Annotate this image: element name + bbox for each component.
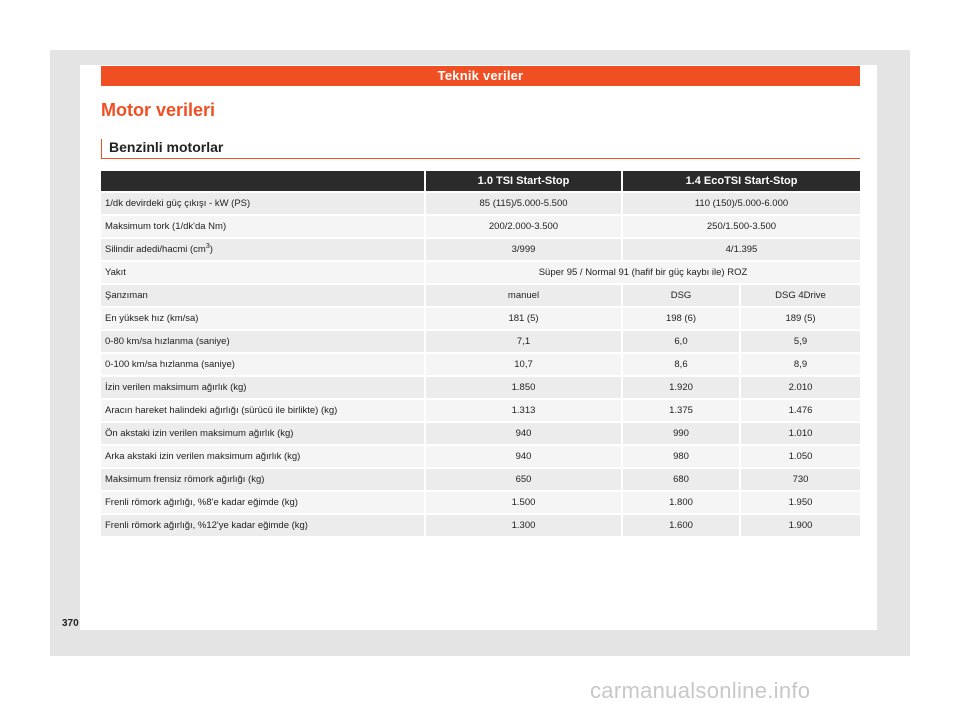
table-row (101, 515, 860, 538)
row-label: 0-80 km/sa hızlanma (saniye) (101, 331, 426, 354)
table-row (101, 377, 860, 400)
cell-value: manuel (426, 285, 623, 308)
cell-value: 10,7 (426, 354, 623, 377)
cell-value: DSG 4Drive (741, 285, 860, 308)
table-row (101, 193, 860, 216)
row-label: İzin verilen maksimum ağırlık (kg) (101, 377, 426, 400)
cell-value: DSG (623, 285, 741, 308)
row-label: Maksimum tork (1/dk'da Nm) (101, 216, 426, 239)
row-label: Şanzıman (101, 285, 426, 308)
cell-value: 200/2.000-3.500 (426, 216, 623, 239)
column-header-1-4-ecotsi: 1.4 EcoTSI Start-Stop (623, 171, 860, 193)
cell-value: 1.300 (426, 515, 623, 538)
engine-spec-table (101, 171, 860, 538)
cell-value: 990 (623, 423, 741, 446)
table-row (101, 239, 860, 262)
row-label: Maksimum frensiz römork ağırlığı (kg) (101, 469, 426, 492)
cell-value: 181 (5) (426, 308, 623, 331)
cell-value: 7,1 (426, 331, 623, 354)
cell-value: 1.375 (623, 400, 741, 423)
row-label: Ön akstaki izin verilen maksimum ağırlık (kg) (101, 423, 426, 446)
table-row (101, 492, 860, 515)
chapter-header: Teknik veriler (101, 66, 860, 86)
cell-value: 730 (741, 469, 860, 492)
cell-value: 6,0 (623, 331, 741, 354)
row-label: 1/dk devirdeki güç çıkışı - kW (PS) (101, 193, 426, 216)
cell-value: 189 (5) (741, 308, 860, 331)
table-row (101, 308, 860, 331)
section-subtitle: Benzinli motorlar (101, 139, 860, 159)
table-row (101, 354, 860, 377)
row-label: Frenli römork ağırlığı, %8'e kadar eğimde (kg) (101, 492, 426, 515)
row-label: En yüksek hız (km/sa) (101, 308, 426, 331)
page-number: 370 (62, 618, 79, 629)
row-label-superscript: 3 (205, 243, 210, 251)
cell-value: 1.476 (741, 400, 860, 423)
cell-value: 980 (623, 446, 741, 469)
cell-value: 110 (150)/5.000-6.000 (623, 193, 860, 216)
table-header-row (101, 171, 860, 193)
cell-value: 2.010 (741, 377, 860, 400)
row-label-end: ) (209, 244, 213, 256)
table-row (101, 331, 860, 354)
table-row (101, 262, 860, 285)
section-title: Motor verileri (101, 100, 216, 120)
cell-value: 1.050 (741, 446, 860, 469)
table-row (101, 446, 860, 469)
cell-value: 3/999 (426, 239, 623, 262)
cell-value: 1.010 (741, 423, 860, 446)
table-row (101, 469, 860, 492)
table-row (101, 400, 860, 423)
row-label: Frenli römork ağırlığı, %12'ye kadar eğimde (kg) (101, 515, 426, 538)
cell-value: 940 (426, 423, 623, 446)
cell-value: 5,9 (741, 331, 860, 354)
row-label-text: Silindir adedi/hacmi (cm (105, 244, 206, 256)
cell-value: 940 (426, 446, 623, 469)
cell-value: 1.850 (426, 377, 623, 400)
cell-value: 1.950 (741, 492, 860, 515)
cell-value: 198 (6) (623, 308, 741, 331)
cell-value: 1.500 (426, 492, 623, 515)
cell-value: 1.600 (623, 515, 741, 538)
cell-value: 680 (623, 469, 741, 492)
cell-value: 8,9 (741, 354, 860, 377)
column-header-1-0-tsi: 1.0 TSI Start-Stop (426, 171, 623, 193)
table-row (101, 423, 860, 446)
cell-value: Süper 95 / Normal 91 (hafif bir güç kaybı ile) ROZ (426, 262, 860, 285)
row-label (101, 239, 426, 262)
cell-value: 1.313 (426, 400, 623, 423)
table-row (101, 285, 860, 308)
cell-value: 85 (115)/5.000-5.500 (426, 193, 623, 216)
cell-value: 4/1.395 (623, 239, 860, 262)
row-label: Aracın hareket halindeki ağırlığı (sürücü ile birlikte) (kg) (101, 400, 426, 423)
cell-value: 1.920 (623, 377, 741, 400)
cell-value: 1.800 (623, 492, 741, 515)
cell-value: 650 (426, 469, 623, 492)
cell-value: 1.900 (741, 515, 860, 538)
column-header-label (101, 171, 426, 193)
row-label: Yakıt (101, 262, 426, 285)
cell-value: 8,6 (623, 354, 741, 377)
row-label: Arka akstaki izin verilen maksimum ağırlık (kg) (101, 446, 426, 469)
cell-value: 250/1.500-3.500 (623, 216, 860, 239)
watermark: carmanualsonline.info (590, 678, 811, 703)
row-label: 0-100 km/sa hızlanma (saniye) (101, 354, 426, 377)
table-row (101, 216, 860, 239)
